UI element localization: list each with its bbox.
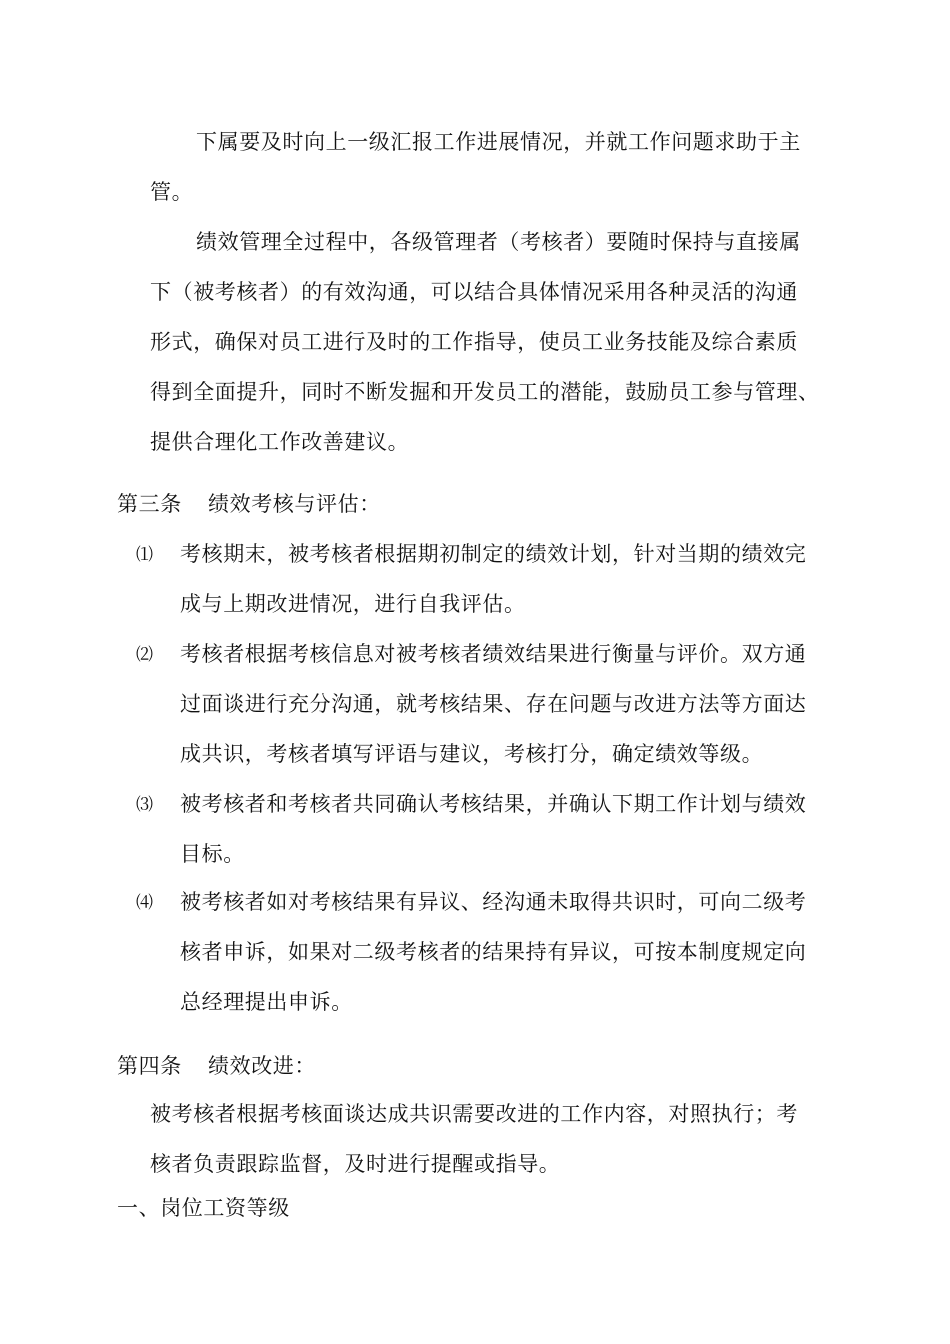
list-item-3-line-1: 被考核者和考核者共同确认考核结果，并确认下期工作计划与绩效 [180, 792, 807, 816]
list-item-2-line-3: 成共识，考核者填写评语与建议，考核打分，确定绩效等级。 [180, 742, 764, 766]
article-4-label: 第四条 [117, 1054, 182, 1078]
paragraph-2-line-2: 下（被考核者）的有效沟通，可以结合具体情况采用各种灵活的沟通 [150, 280, 798, 304]
article-3-title: 绩效考核与评估： [208, 492, 381, 516]
list-item-2-number: ⑵ [136, 645, 153, 665]
list-item-2-line-2: 过面谈进行充分沟通，就考核结果、存在问题与改进方法等方面达 [180, 692, 807, 716]
list-item-3-number: ⑶ [136, 795, 153, 815]
list-item-1-line-1: 考核期末，被考核者根据期初制定的绩效计划，针对当期的绩效完 [180, 542, 807, 566]
section-1-heading: 一、岗位工资等级 [117, 1196, 290, 1220]
paragraph-2-line-4: 得到全面提升，同时不断发掘和开发员工的潜能，鼓励员工参与管理、 [150, 380, 820, 404]
list-item-1-line-2: 成与上期改进情况，进行自我评估。 [180, 592, 526, 616]
paragraph-1-line-2: 管。 [150, 180, 194, 204]
paragraph-2-line-1: 绩效管理全过程中，各级管理者（考核者）要随时保持与直接属 [196, 230, 801, 254]
list-item-4-number: ⑷ [136, 893, 153, 913]
list-item-4-line-1: 被考核者如对考核结果有异议、经沟通未取得共识时，可向二级考 [180, 890, 807, 914]
article-4-line-2: 核者负责跟踪监督，及时进行提醒或指导。 [150, 1152, 561, 1176]
article-3-label: 第三条 [117, 492, 182, 516]
list-item-4-line-2: 核者申诉，如果对二级考核者的结果持有异议，可按本制度规定向 [180, 940, 807, 964]
paragraph-1-line-1: 下属要及时向上一级汇报工作进展情况，并就工作问题求助于主 [196, 130, 801, 154]
article-4-line-1: 被考核者根据考核面谈达成共识需要改进的工作内容，对照执行；考 [150, 1102, 798, 1126]
paragraph-2-line-3: 形式，确保对员工进行及时的工作指导，使员工业务技能及综合素质 [150, 330, 798, 354]
article-4-title: 绩效改进： [208, 1054, 316, 1078]
paragraph-2-line-5: 提供合理化工作改善建议。 [150, 430, 410, 454]
list-item-4-line-3: 总经理提出申诉。 [180, 990, 353, 1014]
list-item-3-line-2: 目标。 [180, 842, 245, 866]
list-item-2-line-1: 考核者根据考核信息对被考核者绩效结果进行衡量与评价。双方通 [180, 642, 807, 666]
list-item-1-number: ⑴ [136, 545, 153, 565]
